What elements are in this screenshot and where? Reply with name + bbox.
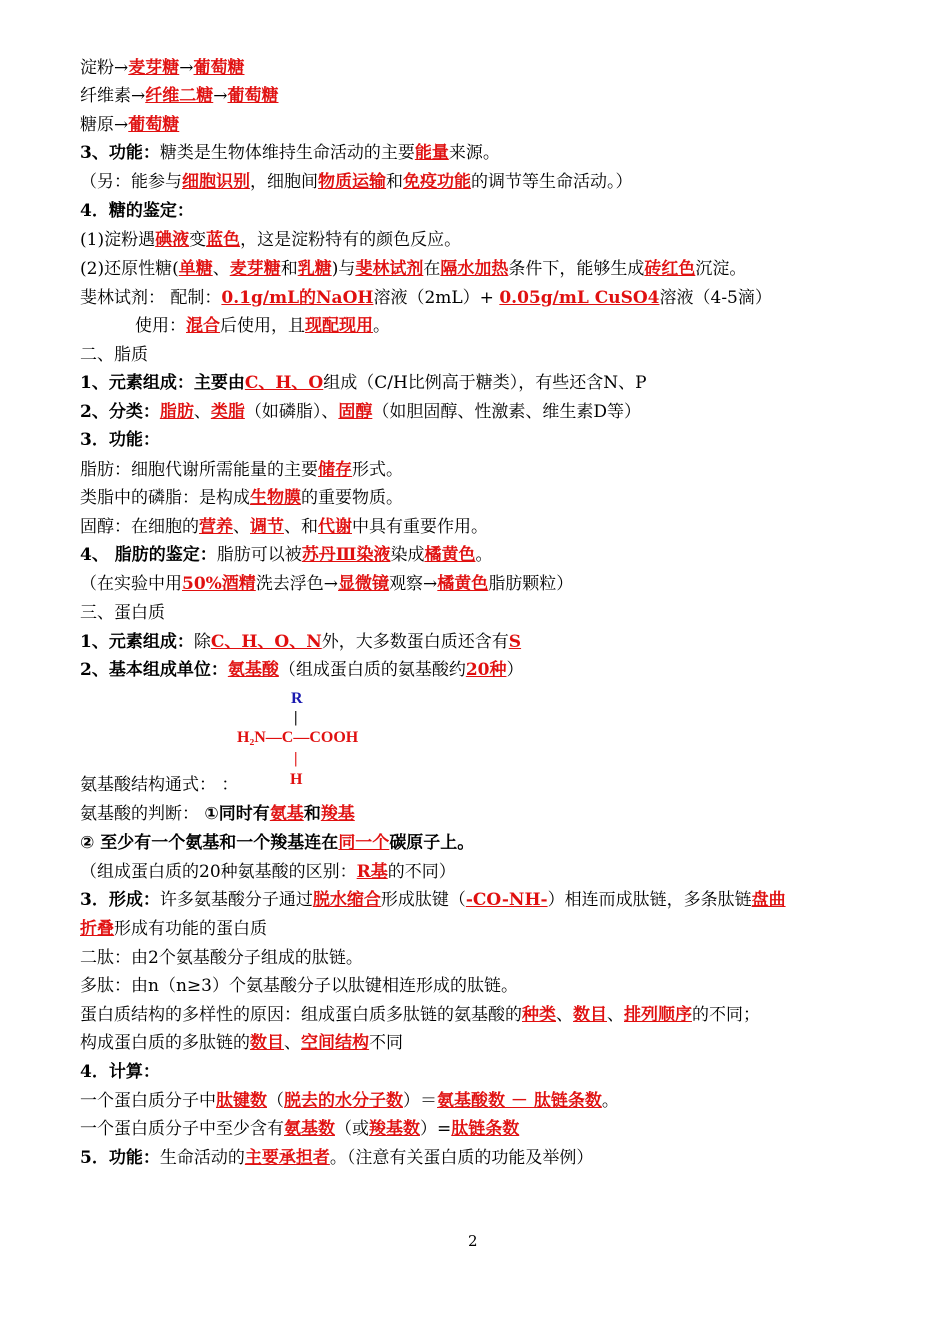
text-line <box>80 1003 760 1027</box>
text-line <box>80 199 194 223</box>
text-line <box>80 802 355 826</box>
text-segment: 一个蛋白质分子中 <box>80 1091 216 1111</box>
text-segment: （组成蛋白质的氨基酸约 <box>278 660 466 680</box>
text-segment: ，细胞间 <box>250 172 318 192</box>
keyword-answer: 数目 <box>573 1005 607 1025</box>
keyword-answer: S <box>508 632 522 652</box>
text-segment: ①同时有 <box>204 804 270 824</box>
text-segment: 碳原子上。 <box>389 833 475 853</box>
text-segment: 形式。 <box>352 460 403 480</box>
keyword-answer: 生物膜 <box>250 488 301 508</box>
text-line <box>80 170 633 194</box>
keyword-answer: 葡萄糖 <box>193 58 245 78</box>
text-segment: 纤维素→ <box>80 86 146 106</box>
keyword-answer: 物质运输 <box>318 172 386 192</box>
text-segment: 斐林试剂： 配制： <box>80 288 222 308</box>
text-line <box>80 658 524 682</box>
text-segment: 3．形成： <box>80 890 160 910</box>
keyword-answer: 同一个 <box>338 833 390 853</box>
text-segment: 、 <box>607 1005 624 1025</box>
text-segment: 脂肪：细胞代谢所需能量的主要 <box>80 460 318 480</box>
keyword-answer: 营养 <box>199 517 233 537</box>
text-segment: 氨基酸结构通式： <box>80 775 216 795</box>
text-segment: 溶液（2mL）+ <box>373 288 500 308</box>
text-segment: 2、基本组成单位： <box>80 660 228 680</box>
text-segment: 脂肪颗粒） <box>488 574 574 594</box>
keyword-answer: 乳糖 <box>297 259 332 279</box>
keyword-answer: R基 <box>356 862 388 882</box>
keyword-answer: 免疫功能 <box>403 172 471 192</box>
text-line <box>80 371 647 395</box>
text-segment: 。（注意有关蛋白质的功能及举例） <box>329 1148 594 1168</box>
text-segment: 染成 <box>390 545 425 565</box>
text-segment: 中具有重要作用。 <box>352 517 488 537</box>
text-segment: 和 <box>303 804 321 824</box>
text-segment: 组成（C/H比例高于糖类），有些还含N、P <box>323 373 647 393</box>
text-segment: 糖原→ <box>80 115 129 135</box>
text-segment: 淀粉→ <box>80 58 129 78</box>
text-segment: 、 <box>284 1033 301 1053</box>
text-line <box>80 572 573 596</box>
text-line <box>80 458 403 482</box>
keyword-answer: 斐林试剂 <box>355 259 424 279</box>
text-line <box>80 286 772 310</box>
text-segment: 、 <box>556 1005 573 1025</box>
keyword-answer: 砖红色 <box>644 259 696 279</box>
formula-bond-bottom: | <box>294 750 298 767</box>
text-segment: 二肽：由2个氨基酸分子组成的肽链。 <box>80 948 363 968</box>
text-segment: 许多氨基酸分子通过 <box>159 890 313 910</box>
keyword-answer: 单糖 <box>178 259 213 279</box>
text-segment: → <box>213 86 228 106</box>
text-line <box>80 228 461 252</box>
text-line <box>80 113 179 137</box>
text-segment: 3、功能： <box>80 143 160 163</box>
text-segment: 2、分类： <box>80 402 160 422</box>
text-segment: ）相连而成肽链，多条肽链 <box>547 890 752 910</box>
keyword-answer: 代谢 <box>318 517 352 537</box>
text-line <box>80 1089 619 1113</box>
text-line <box>80 601 165 625</box>
text-segment: （如胆固醇、性激素、维生素D等） <box>372 402 641 422</box>
text-line <box>80 543 492 567</box>
text-segment: 脂肪可以被 <box>216 545 302 565</box>
keyword-answer: 脂肪 <box>159 402 194 422</box>
keyword-answer: 纤维二糖 <box>145 86 214 106</box>
text-segment: （或 <box>335 1119 369 1139</box>
text-line <box>80 56 245 80</box>
text-segment: 来源。 <box>448 143 500 163</box>
keyword-answer: 氨基数 <box>284 1119 335 1139</box>
text-segment: ）= <box>420 1119 452 1139</box>
keyword-answer: 细胞识别 <box>182 172 250 192</box>
keyword-answer: 0.05g/mL CuSO4 <box>499 288 660 308</box>
text-segment: 1、元素组成：主要由 <box>80 373 245 393</box>
text-line <box>80 630 521 654</box>
keyword-answer: C、H、O、N <box>210 632 322 652</box>
text-line <box>80 831 474 855</box>
text-line <box>80 1060 160 1084</box>
text-segment: ，这是淀粉特有的颜色反应。 <box>240 230 462 250</box>
text-line <box>80 257 746 281</box>
keyword-answer: 空间结构 <box>301 1033 369 1053</box>
keyword-answer: 葡萄糖 <box>128 115 180 135</box>
text-segment: 1、元素组成： <box>80 632 194 652</box>
keyword-answer: 橘黄色 <box>424 545 476 565</box>
text-segment: 固醇：在细胞的 <box>80 517 199 537</box>
keyword-answer: 碘液 <box>155 230 190 250</box>
text-segment: 5．功能： <box>80 1148 160 1168</box>
keyword-answer: 调节 <box>250 517 284 537</box>
text-segment: 在 <box>423 259 441 279</box>
text-segment: (2)还原性糖( <box>80 259 179 279</box>
text-line <box>80 917 267 941</box>
keyword-answer: 橘黄色 <box>437 574 489 594</box>
keyword-answer: 氨基酸 <box>227 660 279 680</box>
text-segment: （另：能参与 <box>80 172 182 192</box>
text-segment: （在实验中用 <box>80 574 182 594</box>
text-line <box>80 1146 593 1170</box>
page-number: 2 <box>468 1232 478 1250</box>
keyword-answer: 显微镜 <box>338 574 390 594</box>
text-segment: 、 <box>233 517 250 537</box>
keyword-answer: 固醇 <box>338 402 373 422</box>
text-line <box>80 515 488 539</box>
text-segment: 生命活动的 <box>159 1148 245 1168</box>
text-segment: 。 <box>601 1091 619 1111</box>
text-segment: 三、蛋白质 <box>80 603 165 623</box>
keyword-answer: 储存 <box>318 460 352 480</box>
keyword-answer: 主要承担者 <box>244 1148 330 1168</box>
text-segment: （组成蛋白质的20种氨基酸的区别： <box>80 862 357 882</box>
keyword-answer: 肽链条数 <box>451 1119 520 1139</box>
text-line <box>80 486 403 510</box>
formula-main: H₂N—C—COOH <box>237 729 359 746</box>
text-segment: 使用： <box>135 316 186 336</box>
text-segment: 溶液（4-5滴） <box>659 288 772 308</box>
text-segment: 。 <box>373 316 390 336</box>
text-line <box>80 946 363 970</box>
keyword-answer: 折叠 <box>80 919 114 939</box>
keyword-answer: 隔水加热 <box>440 259 509 279</box>
keyword-answer: 羧基数 <box>369 1119 420 1139</box>
text-line <box>80 141 500 165</box>
keyword-answer: -CO-NH- <box>465 890 548 910</box>
text-segment: （ <box>267 1091 284 1111</box>
text-segment: 4．糖的鉴定： <box>80 201 194 221</box>
text-line <box>80 1117 519 1141</box>
text-segment: ② 至少有一个氨基和一个羧基连在 <box>80 833 339 853</box>
text-segment: ）＝ <box>403 1091 437 1111</box>
text-segment: 多肽：由n（n≥3）个氨基酸分子以肽键相连形成的肽链。 <box>80 976 518 996</box>
text-segment: 4．计算： <box>80 1062 160 1082</box>
text-segment: 构成蛋白质的多肽链的 <box>80 1033 250 1053</box>
keyword-answer: 混合 <box>186 316 220 336</box>
text-segment: 后使用，且 <box>220 316 305 336</box>
text-line <box>80 428 160 452</box>
text-segment: 沉淀。 <box>695 259 747 279</box>
text-segment: 糖类是生物体维持生命活动的主要 <box>159 143 415 163</box>
text-segment: 观察→ <box>389 574 438 594</box>
text-segment: → <box>179 58 194 78</box>
text-segment: 变 <box>189 230 207 250</box>
text-line <box>80 888 786 912</box>
keyword-answer: 葡萄糖 <box>227 86 279 106</box>
keyword-answer: 50%酒精 <box>182 574 256 594</box>
text-segment: （如磷脂）、 <box>244 402 339 422</box>
text-line <box>80 773 238 797</box>
text-segment: ） <box>506 660 524 680</box>
text-segment: 不同 <box>369 1033 403 1053</box>
text-segment: 形成肽键（ <box>380 890 466 910</box>
keyword-answer: 氨基 <box>269 804 304 824</box>
keyword-answer: 麦芽糖 <box>229 259 281 279</box>
text-segment: 洗去浮色→ <box>255 574 339 594</box>
text-segment: 4、 脂肪的鉴定： <box>80 545 217 565</box>
keyword-answer: 现配现用 <box>305 316 373 336</box>
text-line <box>80 84 279 108</box>
keyword-answer: 数目 <box>250 1033 284 1053</box>
keyword-answer: 麦芽糖 <box>128 58 180 78</box>
keyword-answer: C、H、O <box>244 373 324 393</box>
text-line <box>80 974 518 998</box>
text-line <box>80 400 641 424</box>
text-segment: 、和 <box>284 517 318 537</box>
text-segment: 。 <box>475 545 493 565</box>
text-segment: )与 <box>331 259 356 279</box>
text-segment: 和 <box>386 172 403 192</box>
keyword-answer: 种类 <box>522 1005 556 1025</box>
keyword-answer: 排列顺序 <box>624 1005 692 1025</box>
text-segment: 的重要物质。 <box>301 488 403 508</box>
keyword-answer: 盘曲 <box>751 890 786 910</box>
text-segment: 的不同； <box>692 1005 760 1025</box>
keyword-answer: 氨基酸数 － 肽链条数 <box>437 1091 602 1111</box>
keyword-answer: 苏丹Ⅲ染液 <box>301 545 391 565</box>
formula-h: H <box>290 771 303 788</box>
keyword-answer: 蓝色 <box>206 230 241 250</box>
text-line <box>135 314 390 338</box>
keyword-answer: 脱去的水分子数 <box>284 1091 403 1111</box>
keyword-answer: 20种 <box>465 660 507 680</box>
text-segment: 、 <box>193 402 211 422</box>
text-segment: 类脂中的磷脂：是构成 <box>80 488 250 508</box>
text-segment: 一个蛋白质分子中至少含有 <box>80 1119 284 1139</box>
formula-bond-top: | <box>294 709 298 726</box>
text-segment: (1)淀粉遇 <box>80 230 156 250</box>
text-segment: 氨基酸的判断： <box>80 804 205 824</box>
text-segment: ： <box>216 775 239 795</box>
text-line <box>80 343 148 367</box>
text-segment: 蛋白质结构的多样性的原因：组成蛋白质多肽链的氨基酸的 <box>80 1005 522 1025</box>
keyword-answer: 脱水缩合 <box>312 890 381 910</box>
text-segment: 3．功能： <box>80 430 160 450</box>
text-segment: 形成有功能的蛋白质 <box>114 919 267 939</box>
keyword-answer: 类脂 <box>210 402 245 422</box>
text-segment: 外，大多数蛋白质还含有 <box>321 632 509 652</box>
text-segment: 条件下，能够生成 <box>508 259 645 279</box>
keyword-answer: 肽键数 <box>216 1091 267 1111</box>
text-segment: 的调节等生命活动。） <box>471 172 633 192</box>
text-segment: 二、脂质 <box>80 345 148 365</box>
text-segment: 除 <box>193 632 211 652</box>
keyword-answer: 能量 <box>414 143 449 163</box>
text-segment: 的不同） <box>387 862 456 882</box>
text-line <box>80 1031 403 1055</box>
keyword-answer: 0.1g/mL的NaOH <box>221 288 374 308</box>
keyword-answer: 羧基 <box>320 804 355 824</box>
text-segment: 、 <box>212 259 230 279</box>
formula-r-group: R <box>291 690 303 707</box>
text-segment: 和 <box>280 259 298 279</box>
text-line <box>80 860 456 884</box>
